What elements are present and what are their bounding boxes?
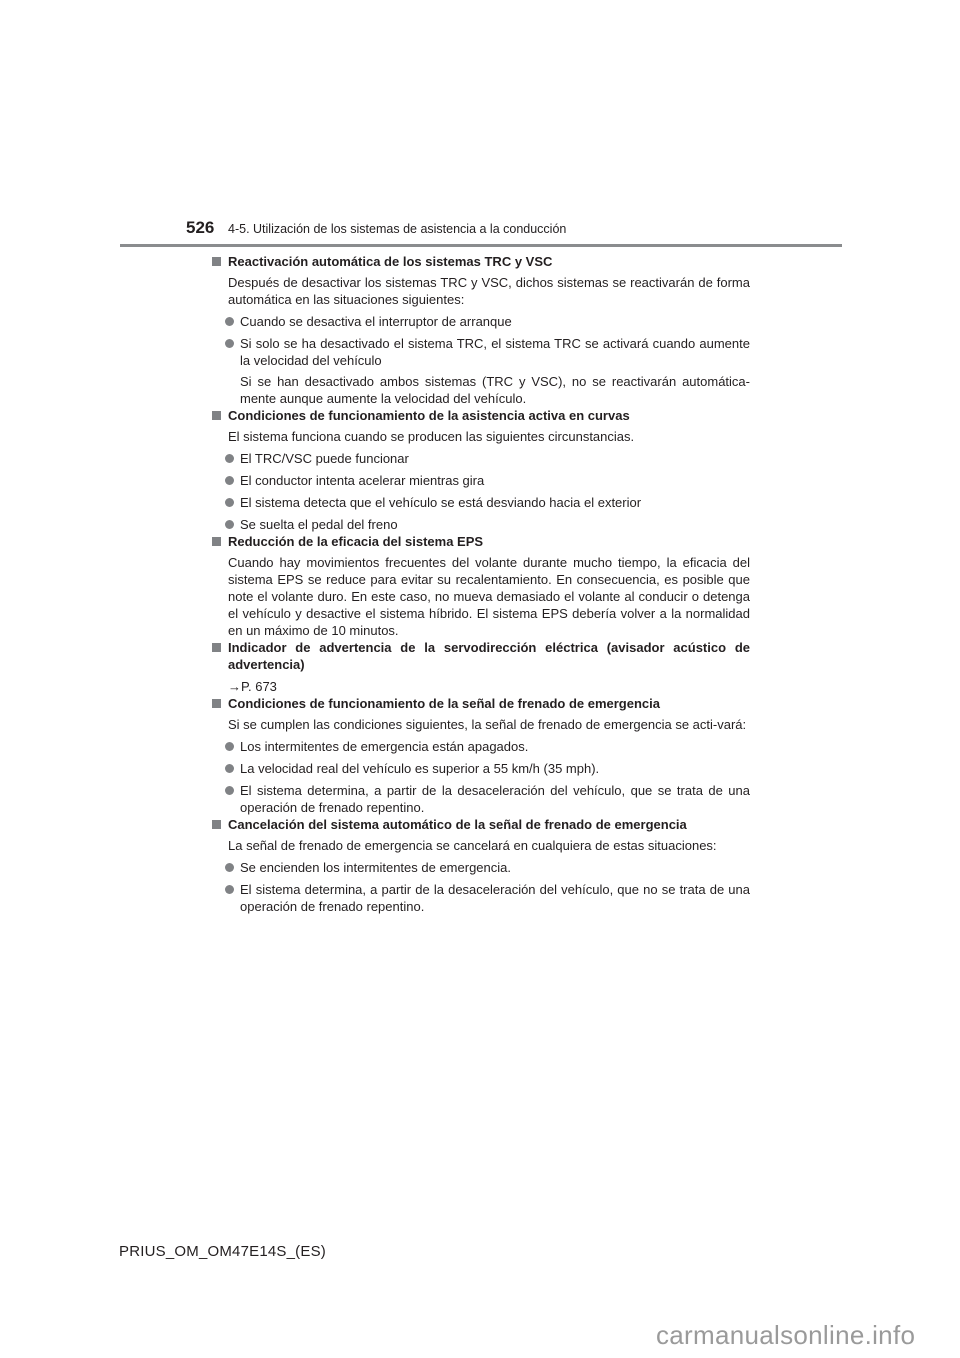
section-emergency-brake-signal-conditions [210,695,750,816]
document-code: PRIUS_OM_OM47E14S_(ES) [119,1243,326,1260]
section-emergency-brake-signal-cancel [210,816,750,915]
section-heading [210,816,750,833]
list-item [225,859,750,876]
watermark[interactable]: carmanualsonline.info [656,1320,916,1350]
circle-bullet-icon [225,317,234,326]
section-heading [210,407,750,424]
section-paragraph: La señal de frenado de emergencia se cancelará en cualquiera de estas situaciones: [228,838,717,853]
list-item-note: Si se han desactivado ambos sistemas (TRC y VSC), no se reactivarán automática-mente aunque aumente la velocidad del vehículo. [240,374,750,406]
section-trc-vsc-reactivation [210,253,750,407]
section-paragraph: Después de desactivar los sistemas TRC y VSC, dichos sistemas se reactivarán de forma automática en las situaciones siguientes: [228,275,750,307]
section-heading [210,533,750,550]
page-number: 526 [186,218,215,237]
circle-bullet-icon [225,339,234,348]
square-bullet-icon [212,257,221,266]
section-paragraph: Si se cumplen las condiciones siguientes, la señal de frenado de emergencia se acti-vará: [228,717,747,732]
circle-bullet-icon [225,454,234,463]
section-heading-text: Indicador de advertencia de la servodirección eléctrica (avisador acústico de advertencia) [228,640,750,672]
section-heading-text: Condiciones de funcionamiento de la asistencia activa en curvas [228,408,630,423]
list-item [225,494,750,511]
section-heading-text: Condiciones de funcionamiento de la señal de frenado de emergencia [228,696,660,711]
circle-bullet-icon [225,863,234,872]
page-reference-link[interactable]: →P. 673 [228,679,277,694]
list-item-text: El sistema determina, a partir de la desaceleración del vehículo, que se trata de una operación de frenado repentino. [240,783,750,815]
list-item-text: El conductor intenta acelerar mientras gira [240,473,485,488]
section-heading [210,639,750,673]
section-heading [210,695,750,712]
circle-bullet-icon [225,786,234,795]
list-item [225,335,750,369]
section-eps-warning-indicator [210,639,750,695]
list-item [225,738,750,755]
list-item-text: Se suelta el pedal del freno [240,517,398,532]
list-item [225,760,750,777]
list-item-text: Los intermitentes de emergencia están apagados. [240,739,529,754]
list-item-text: El sistema determina, a partir de la desaceleración del vehículo, que no se trata de una operación de frenado repentino. [240,882,750,914]
section-paragraph: Cuando hay movimientos frecuentes del volante durante mucho tiempo, la eficacia del sistema EPS se reduce para evitar su recalentamiento. En consecuencia, es posible que note el volante duro. En este caso, no mueva demasiado el volante al conducir o detenga el vehículo y desactive el sistema híbrido. El sistema EPS debería volver a la normalidad en un máximo de 10 minutos. [228,555,750,638]
list-item-text: Si solo se ha desactivado el sistema TRC, el sistema TRC se activará cuando aumente la velocidad del vehículo [240,336,750,368]
square-bullet-icon [212,643,221,652]
list-item [225,881,750,915]
section-heading-text: Cancelación del sistema automático de la señal de frenado de emergencia [228,817,687,832]
section-paragraph: El sistema funciona cuando se producen las siguientes circunstancias. [228,429,635,444]
list-item [225,313,750,330]
square-bullet-icon [212,820,221,829]
section-cornering-assist-conditions [210,407,750,533]
section-heading [210,253,750,270]
list-item-text: El TRC/VSC puede funcionar [240,451,409,466]
page-content [210,253,750,915]
circle-bullet-icon [225,742,234,751]
list-item [225,450,750,467]
header-divider [120,244,842,247]
list-item [225,472,750,489]
square-bullet-icon [212,411,221,420]
list-item [225,782,750,816]
list-item-text: La velocidad real del vehículo es superior a 55 km/h (35 mph). [240,761,600,776]
section-eps-efficiency [210,533,750,639]
square-bullet-icon [212,699,221,708]
circle-bullet-icon [225,498,234,507]
circle-bullet-icon [225,764,234,773]
list-item-text: Cuando se desactiva el interruptor de arranque [240,314,512,329]
list-item-text: El sistema detecta que el vehículo se está desviando hacia el exterior [240,495,642,510]
section-heading-text: Reactivación automática de los sistemas TRC y VSC [228,254,553,269]
section-title: 4-5. Utilización de los sistemas de asistencia a la conducción [228,222,567,236]
circle-bullet-icon [225,520,234,529]
list-item [225,516,750,533]
circle-bullet-icon [225,885,234,894]
list-item-text: Se encienden los intermitentes de emergencia. [240,860,511,875]
circle-bullet-icon [225,476,234,485]
section-heading-text: Reducción de la eficacia del sistema EPS [228,534,484,549]
square-bullet-icon [212,537,221,546]
